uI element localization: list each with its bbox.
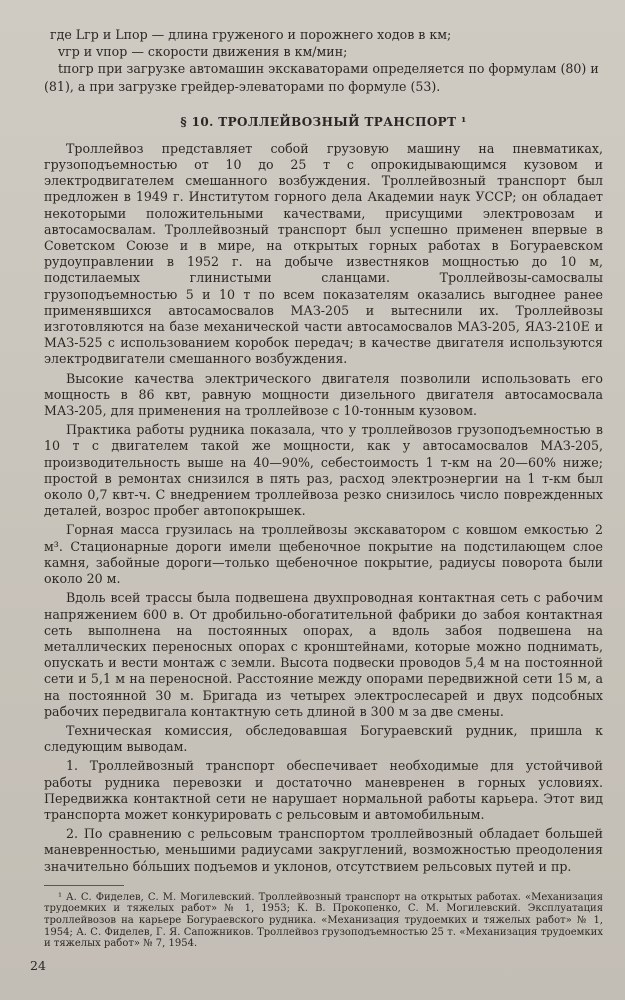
footnote-divider [44, 885, 124, 886]
legend-line-speed: vгр и vпор — скорости движения в км/мин; [58, 44, 348, 60]
paragraph-1: Троллейвоз представляет собой грузовую машину на пневматиках, грузоподъемностью от 10 до 25 т с опрокидывающимся кузовом и электродвигателем смешанного возбуждения. Троллейвозный транспорт был предложен в 1949 г. Институтом горного дела Академии наук УССР; он обладает некоторыми положительными качествами, присущими электровозам и автосамосвалам. Троллейвозный транспорт был успешно применен впервые в Советском Союзе и в мире, на открытых горных работах в Богураевском рудоуправлении в 1952 г. на добыче известняков мощностью до 10 м, подстилаемых глинистыми сланцами. Троллейвозы-самосвалы грузоподъемностью 5 и 10 т по всем показателям оказались выгоднее ранее применявшихся автосамосвалов МАЗ-205 и вытеснили их. Троллейвозы изготовляются на базе механической части автосамосвалов МАЗ-205, ЯАЗ-210Е и МАЗ-525 с использованием коробок передач; в качестве двигателя используются электродвигатели смешанного возбуждения. [44, 140, 603, 367]
paragraph-6: Техническая комиссия, обследовавшая Богураевский рудник, пришла к следующим выводам. [44, 722, 603, 755]
paragraph-5: Вдоль всей трассы была подвешена двухпроводная контактная сеть с рабочим напряжением 600 в. От дробильно-обогатительной фабрики до забоя контактная сеть выполнена на постоянных опорах, а вдоль забоя подвешена на металлических переносных опорах с кронштейнами, которые можно поднимать, опускать и вести монтаж с земли. Высота подвески проводов 5,4 м на постоянной сети и 5,1 м на переносной. Расстояние между опорами передвижной сети 15 м, а на постоянной 30 м. Бригада из четырех электрослесарей и двух подсобных рабочих передвигала контактную сеть длиной в 300 м за две смены. [44, 590, 603, 719]
paragraph-3: Практика работы рудника показала, что у троллейвозов грузоподъемностью в 10 т с двигателем такой же мощности, как у автосамосвалов МАЗ-205, производительность выше на 40—90%, себестоимость 1 т-км на 20—60% ниже; простой в ремонтах снизился в пять раз, расход электроэнергии на 1 т-км был около 0,7 квт-ч. С внедрением троллейвоза резко снизилось число поврежденных деталей, возрос пробег автопокрышек. [44, 422, 603, 519]
footnote: ¹ А. С. Фиделев, С. М. Могилевский. Троллейвозный транспорт на открытых работах. «Механизация трудоемких и тяжелых работ» № 1, 1953; К. В. Прокопенко, С. М. Могилевский. Эксплуатация троллейвозов на карьере Богураевского рудника. «Механизация трудоемких и тяжелых работ» № 1, 1954; А. С. Фиделев, Г. Я. Сапожников. Троллейвоз грузоподъемностью 25 т. «Механизация трудоемких и тяжелых работ» № 7, 1954. [44, 891, 603, 950]
legend-line-length: где Lгр и Lпор — длина груженого и порожнего ходов в км; [50, 27, 452, 42]
paragraph-7: 1. Троллейвозный транспорт обеспечивает необходимые для устойчивой работы рудника перевозки и достаточно маневренен в горных условиях. Передвижка контактной сети не нарушает нормальной работы карьера. Этот вид транспорта может конкурировать с рельсовым и автомобильным. [44, 758, 603, 822]
paragraph-8: 2. По сравнению с рельсовым транспортом троллейвозный обладает большей маневренностью, меньшими радиусами закруглений, возможностью преодоления значительно бо́льших подъемов и уклонов, отсутствием рельсовых путей и пр. [44, 826, 603, 874]
page-number: 24 [30, 958, 46, 973]
section-title: § 10. ТРОЛЛЕЙВОЗНЫЙ ТРАНСПОРТ ¹ [180, 114, 467, 129]
paragraph-4: Горная масса грузилась на троллейвозы экскаватором с ковшом емкостью 2 м³. Стационарные дороги имели щебеночное покрытие на подстилающем слое камня, забойные дороги—только щебеночное покрытие, радиусы поворота были около 20 м. [44, 522, 603, 587]
formula-legend [44, 26, 603, 95]
section-body [44, 141, 603, 875]
paragraph-2: Высокие качества электрического двигателя позволили использовать его мощность в 86 квт, равную мощности дизельного двигателя автосамосвала МАЗ-205, для применения на троллейвозе с 10-тонным кузовом. [44, 370, 603, 419]
legend-line-loading: tпогр при загрузке автомашин экскаваторами определяется по формулам (80) и (81), а при загрузке грейдер-элеваторами по формуле (53). [44, 61, 599, 94]
